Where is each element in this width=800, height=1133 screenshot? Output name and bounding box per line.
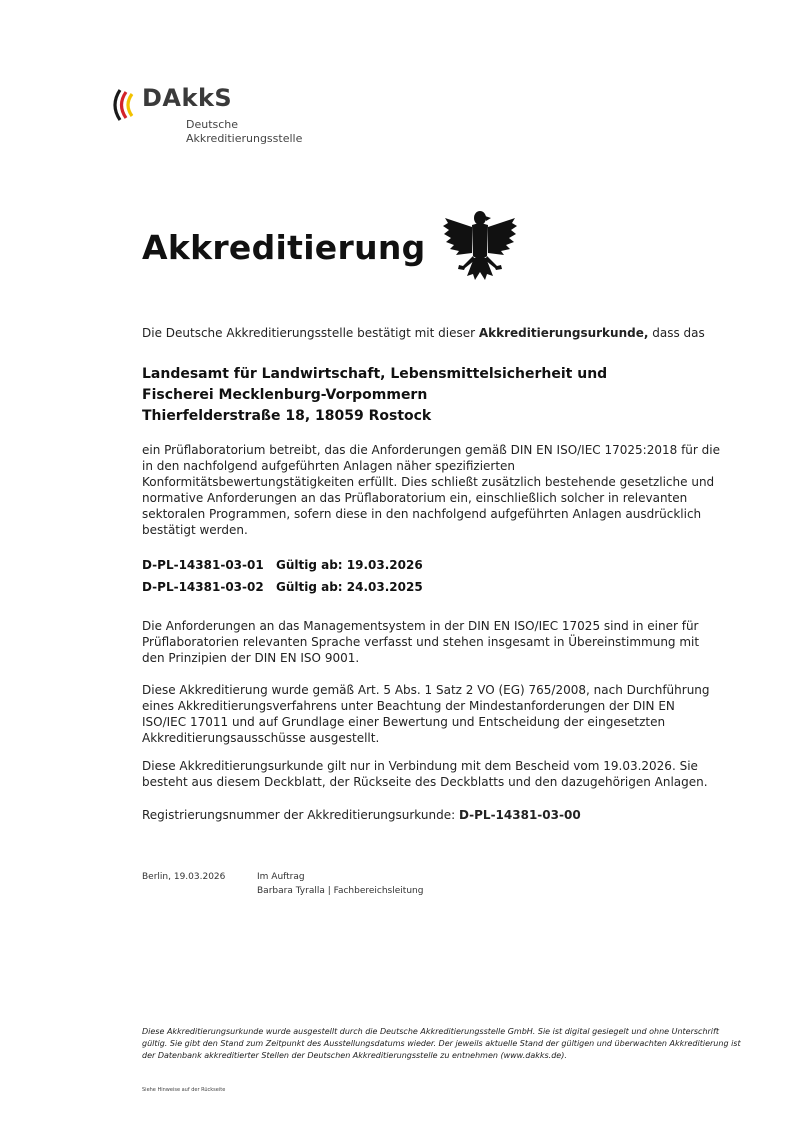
- logo-brand: DAkkS: [142, 84, 233, 112]
- intro-text: [142, 326, 705, 340]
- intro-before: Die Deutsche Akkreditierungsstelle bestätigt mit dieser: [142, 326, 479, 340]
- organization-name-line2: Fischerei Mecklenburg-Vorpommern: [142, 387, 428, 403]
- certificate-valid: Gültig ab: 19.03.2026: [276, 558, 423, 572]
- organization-block: [142, 364, 607, 427]
- paragraph-legal-basis: Diese Akkreditierung wurde gemäß Art. 5 Abs. 1 Satz 2 VO (EG) 765/2008, nach Durchführung eines Akkreditierungsverfahrens unter Beachtung der Mindestanforderungen der DIN EN ISO/IEC 17011 und auf Grundlage einer Bewertung und Entscheidung der eingesetzten Akkreditierungsausschüsse ausgestellt.: [142, 683, 710, 745]
- certificate-valid: Gültig ab: 24.03.2025: [276, 580, 423, 594]
- intro-after: dass das: [648, 326, 705, 340]
- dakks-logo: [108, 84, 328, 150]
- footer-note: Diese Akkreditierungsurkunde wurde ausgestellt durch die Deutsche Akkreditierungsstelle GmbH. Sie ist digital gesiegelt und ohne Unterschrift gültig. Sie gibt den Stand zum Zeitpunkt des Ausstellungsdatums wieder. Der jeweils aktuelle Stand der gültigen und überwachten Akkreditierung ist der Datenbank akkreditierter Stellen der Deutschen Akkreditierungsstelle zu entnehmen (www.dakks.de).: [142, 1027, 741, 1060]
- organization-address: Thierfelderstraße 18, 18059 Rostock: [142, 408, 432, 424]
- paragraph-scope: ein Prüflaboratorium betreibt, das die Anforderungen gemäß DIN EN ISO/IEC 17025:2018 für die in den nachfolgend aufgeführten Anlagen näher spezifizierten Konformitätsbewertungstätigkeiten erfüllt. Dies schließt zusätzlich bestehende gesetzliche und normative Anforderungen an das Prüflaboratorium ein, einschließlich solcher in relevanten sektoralen Programmen, sofern diese in den nachfolgend aufgeführten Anlagen ausdrücklich bestätigt werden.: [142, 443, 720, 537]
- logo-line1: Deutsche: [186, 118, 239, 131]
- signature-place-date: Berlin, 19.03.2026: [142, 872, 226, 882]
- registration-label: Registrierungsnummer der Akkreditierungsurkunde:: [142, 808, 459, 822]
- paragraph-management-system: Die Anforderungen an das Managementsystem in der DIN EN ISO/IEC 17025 sind in einer für Prüflaboratorien relevanten Sprache verfasst und stehen insgesamt in Übereinstimmung mit den Prinzipien der DIN EN ISO 9001.: [142, 619, 700, 665]
- certificate-row: [142, 558, 423, 572]
- footer-small-note: Siehe Hinweise auf der Rückseite: [142, 1087, 226, 1093]
- certificate-row: [142, 580, 423, 594]
- page-title: Akkreditierung: [142, 228, 426, 267]
- registration-line: [142, 808, 581, 822]
- signature-on-behalf: Im Auftrag: [257, 872, 305, 882]
- intro-bold: Akkreditierungsurkunde,: [478, 326, 649, 340]
- dakks-arcs-icon: [108, 88, 136, 122]
- paragraph-validity: Diese Akkreditierungsurkunde gilt nur in Verbindung mit dem Bescheid vom 19.03.2026. Sie besteht aus diesem Deckblatt, der Rückseite des Deckblatts und den dazugehörigen Anlagen.: [142, 759, 708, 789]
- federal-eagle-icon: [441, 208, 519, 290]
- registration-number: D-PL-14381-03-00: [458, 808, 581, 822]
- certificate-id: D-PL-14381-03-02: [142, 580, 264, 594]
- signature-name: Barbara Tyralla | Fachbereichsleitung: [257, 886, 424, 896]
- certificate-id: D-PL-14381-03-01: [142, 558, 264, 572]
- organization-name-line1: Landesamt für Landwirtschaft, Lebensmittelsicherheit und: [142, 366, 608, 382]
- logo-line2: Akkreditierungsstelle: [186, 132, 303, 145]
